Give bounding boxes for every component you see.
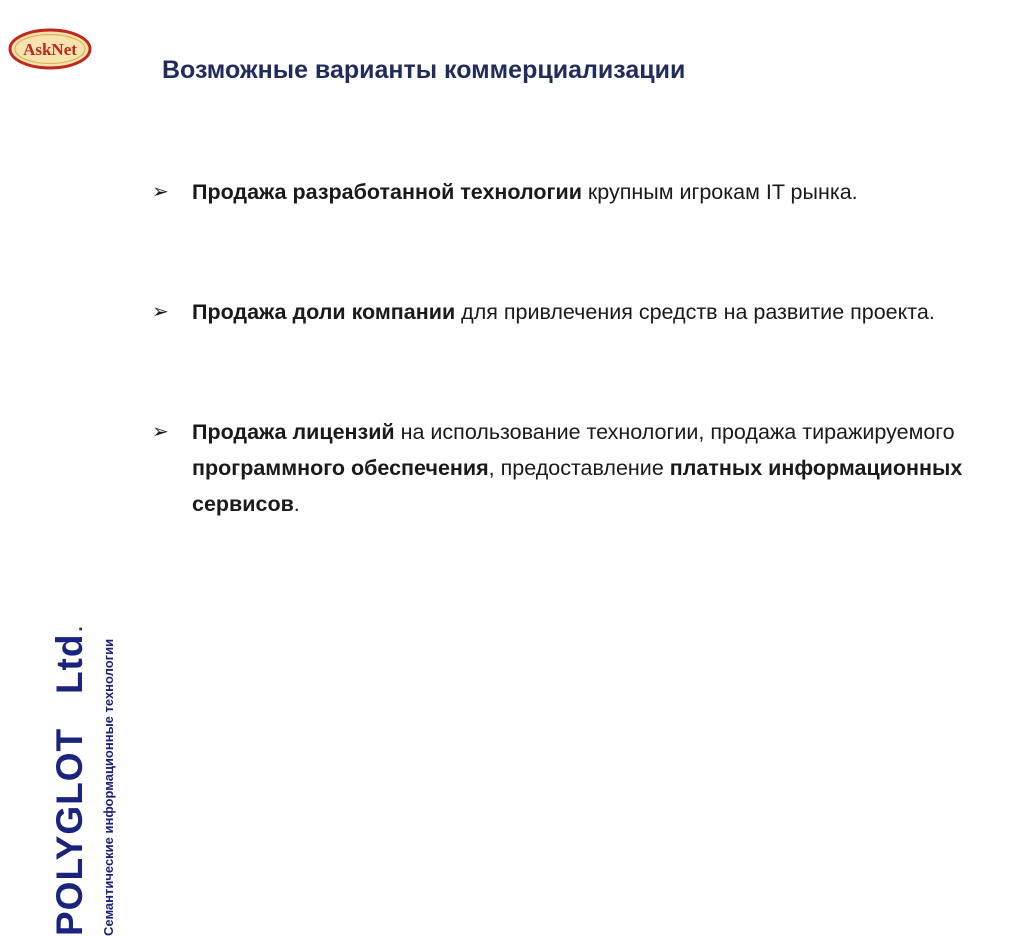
sidebar-branding <box>49 176 137 936</box>
asknet-logo <box>8 27 92 71</box>
bullet-list <box>152 174 982 522</box>
bullet-item: ➢ Продажа доли компании для привлечения средств на развитие проекта. <box>152 294 982 330</box>
bullet-item: ➢ Продажа лицензий на использование технологии, продажа тиражируемого программного обеспечения, предоставление платных информационных сервисов. <box>152 414 982 522</box>
brand-tagline: Семантические информационные технологии <box>101 638 116 936</box>
arrow-bullet-icon: ➢ <box>152 181 169 203</box>
logo-text: AskNet <box>23 40 77 59</box>
arrow-bullet-icon: ➢ <box>152 301 169 323</box>
bullet-item: ➢ Продажа разработанной технологии крупным игрокам IT рынка. <box>152 174 982 210</box>
arrow-bullet-icon: ➢ <box>152 421 169 443</box>
brand-name: POLYGLOT Ltd. <box>49 625 90 936</box>
page-title: Возможные варианты коммерциализации <box>162 56 686 84</box>
